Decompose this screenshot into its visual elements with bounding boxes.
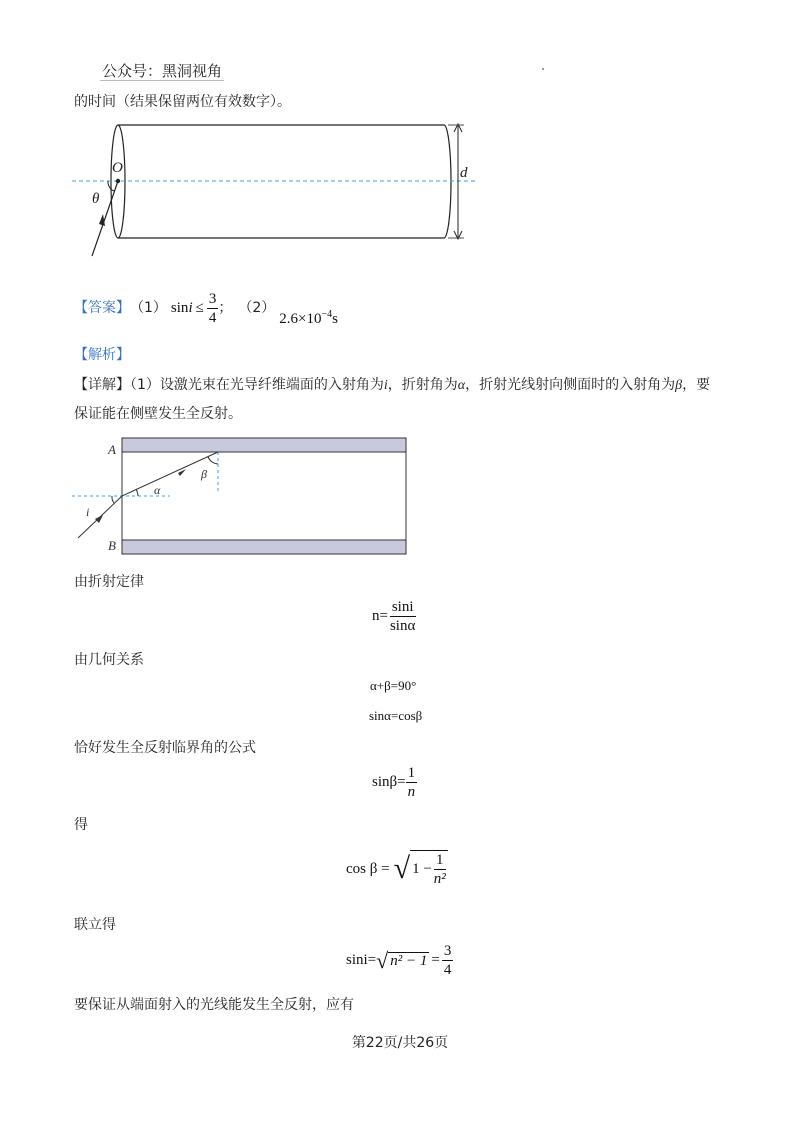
answer-line [74, 288, 338, 328]
fiber-cylinder-figure [70, 118, 490, 263]
label-alpha: α [154, 483, 161, 497]
label-A: A [108, 442, 116, 457]
answer-value: $2.6\times 10^{-4}s$ [279, 308, 338, 327]
formula-n-fraction: $\frac{\sin i}{\sin\alpha}$ [389, 599, 416, 634]
step-geometry: 由几何关系 [74, 652, 144, 668]
dot-mark [542, 68, 544, 70]
watermark-label: 公众号：黑洞视角 [102, 62, 223, 80]
page-footer: 第22页/共26页 [351, 1035, 449, 1051]
formula-sin-cos: sinα=cosβ [369, 708, 423, 723]
answer-fraction [207, 290, 219, 327]
detail-tag: 【详解】 [74, 377, 130, 393]
sqrt-body: 1 − $\frac{1}{\text{n²}}$ [412, 852, 446, 887]
formula-cos-fraction: $\frac{1}{\text{n²}}$ [433, 852, 446, 887]
answer-sin: sin [170, 299, 189, 316]
answer-sep: ； [218, 300, 233, 316]
detail-line-1: 【详解】（1）设激光束在光导纤维端面的入射角为i，折射角为α，折射光线射向侧面时的入射角为β，要 [74, 377, 711, 393]
sqrt-sign: √ [393, 852, 411, 885]
step-combine: 联立得 [74, 917, 116, 933]
label-O: O [112, 160, 123, 176]
answer-part1-label: （1） [130, 300, 167, 316]
formula-sin-i: sini= √ n² − 1 = $\frac{3}{4}$ [346, 943, 452, 978]
answer-le: ≤ [195, 299, 204, 316]
label-beta: β [201, 467, 207, 481]
label-theta: θ [92, 191, 100, 207]
step-obtain: 得 [74, 817, 88, 833]
formula-critical: sinβ= $\frac{1}{n}$ [372, 765, 416, 800]
intro-line: 的时间（结果保留两位有效数字）。 [74, 94, 291, 110]
answer-tag: 【答案】 [74, 300, 130, 316]
detail-line-2: 保证能在侧壁发生全反射。 [74, 406, 242, 422]
step-critical-angle: 恰好发生全反射临界角的公式 [74, 740, 256, 756]
answer-i: i [188, 299, 193, 316]
label-d: d [460, 165, 468, 181]
fiber-section-figure [70, 432, 415, 567]
formula-critical-fraction: $\frac{1}{n}$ [407, 765, 416, 800]
label-B: B [108, 538, 116, 553]
formula-cos-beta: cos β = √ 1 − $\frac{1}{\text{n²}}$ [346, 852, 446, 887]
answer-num: 3 [208, 290, 217, 307]
step-condition: 要保证从端面射入的光线能发生全反射，应有 [74, 997, 354, 1013]
formula-angle-sum: α+β=90° [370, 678, 417, 693]
answer-part2-label: （2） [238, 300, 276, 316]
step-refraction-law: 由折射定律 [74, 574, 144, 590]
label-i: i [86, 505, 90, 519]
answer-den: 4 [208, 309, 217, 326]
analysis-tag: 【解析】 [74, 347, 130, 363]
formula-sin-i-fraction: $\frac{3}{4}$ [443, 943, 452, 978]
formula-n: n= $\frac{\sin i}{\sin\alpha}$ [372, 599, 416, 634]
